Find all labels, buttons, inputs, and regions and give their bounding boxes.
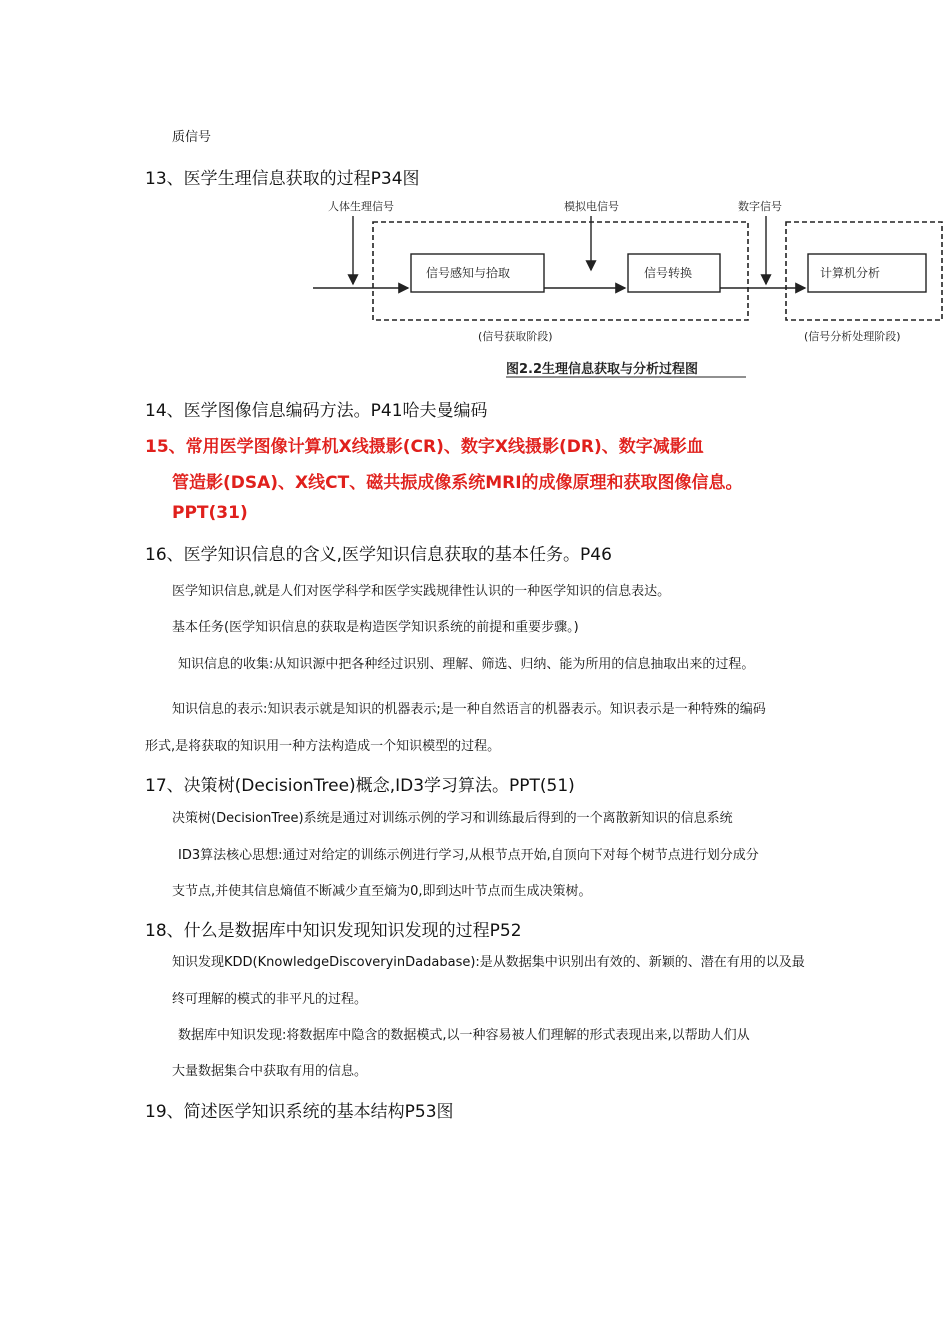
text-line: 质信号 <box>172 130 212 145</box>
paragraph: 支节点,并使其信息熵值不断减少直至熵为0,即到达叶节点而生成决策树。 <box>172 884 592 899</box>
question-14-heading: 14、医学图像信息编码方法。P41哈夫曼编码 <box>145 401 488 421</box>
question-18-heading: 18、什么是数据库中知识发现知识发现的过程P52 <box>145 921 522 941</box>
stage-analyze-label: (信号分析处理阶段) <box>804 330 901 343</box>
paragraph: 数据库中知识发现:将数据库中隐含的数据模式,以一种容易被人们理解的形式表现出来,以帮助人们从 <box>178 1028 750 1043</box>
question-15-heading-line3: PPT(31) <box>172 503 248 523</box>
paragraph: 形式,是将获取的知识用一种方法构造成一个知识模型的过程。 <box>145 739 501 754</box>
box-convert-label: 信号转换 <box>644 266 693 280</box>
paragraph: 知识信息的收集:从知识源中把各种经过识别、理解、筛选、归纳、能为所用的信息抽取出来的过程。 <box>178 657 755 672</box>
question-15-heading-line2: 管造影(DSA)、X线CT、磁共振成像系统MRI的成像原理和获取图像信息。 <box>172 473 743 493</box>
label-analog-signal: 模拟电信号 <box>564 200 619 213</box>
paragraph: 大量数据集合中获取有用的信息。 <box>172 1064 368 1079</box>
question-15-heading-line1: 15、常用医学图像计算机X线摄影(CR)、数字X线摄影(DR)、数字减影血 <box>145 437 704 457</box>
paragraph: 终可理解的模式的非平凡的过程。 <box>172 992 368 1007</box>
figure-caption: 图2.2生理信息获取与分析过程图 <box>506 362 699 377</box>
paragraph: 知识信息的表示:知识表示就是知识的机器表示;是一种自然语言的机器表示。知识表示是一种特殊的编码 <box>172 702 766 717</box>
label-body-signal: 人体生理信号 <box>328 200 394 213</box>
paragraph: 基本任务(医学知识信息的获取是构造医学知识系统的前提和重要步骤。) <box>172 620 579 635</box>
question-13-heading: 13、医学生理信息获取的过程P34图 <box>145 169 420 189</box>
box-sense-label: 信号感知与拾取 <box>426 266 511 280</box>
paragraph: 知识发现KDD(KnowledgeDiscoveryinDadabase):是从数据集中识别出有效的、新颖的、潜在有用的以及最 <box>172 955 805 970</box>
process-diagram <box>300 192 950 382</box>
label-digital-signal: 数字信号 <box>738 200 782 213</box>
paragraph: 医学知识信息,就是人们对医学科学和医学实践规律性认识的一种医学知识的信息表达。 <box>172 584 671 599</box>
question-19-heading: 19、简述医学知识系统的基本结构P53图 <box>145 1102 454 1122</box>
paragraph: ID3算法核心思想:通过对给定的训练示例进行学习,从根节点开始,自顶向下对每个树节点进行划分成分 <box>178 848 759 863</box>
stage-acquire-label: (信号获取阶段) <box>478 330 553 343</box>
question-17-heading: 17、决策树(DecisionTree)概念,ID3学习算法。PPT(51) <box>145 776 575 796</box>
paragraph: 决策树(DecisionTree)系统是通过对训练示例的学习和训练最后得到的一个离散新知识的信息系统 <box>172 811 733 826</box>
box-computer-label: 计算机分析 <box>820 266 881 280</box>
question-16-heading: 16、医学知识信息的含义,医学知识信息获取的基本任务。P46 <box>145 545 612 565</box>
